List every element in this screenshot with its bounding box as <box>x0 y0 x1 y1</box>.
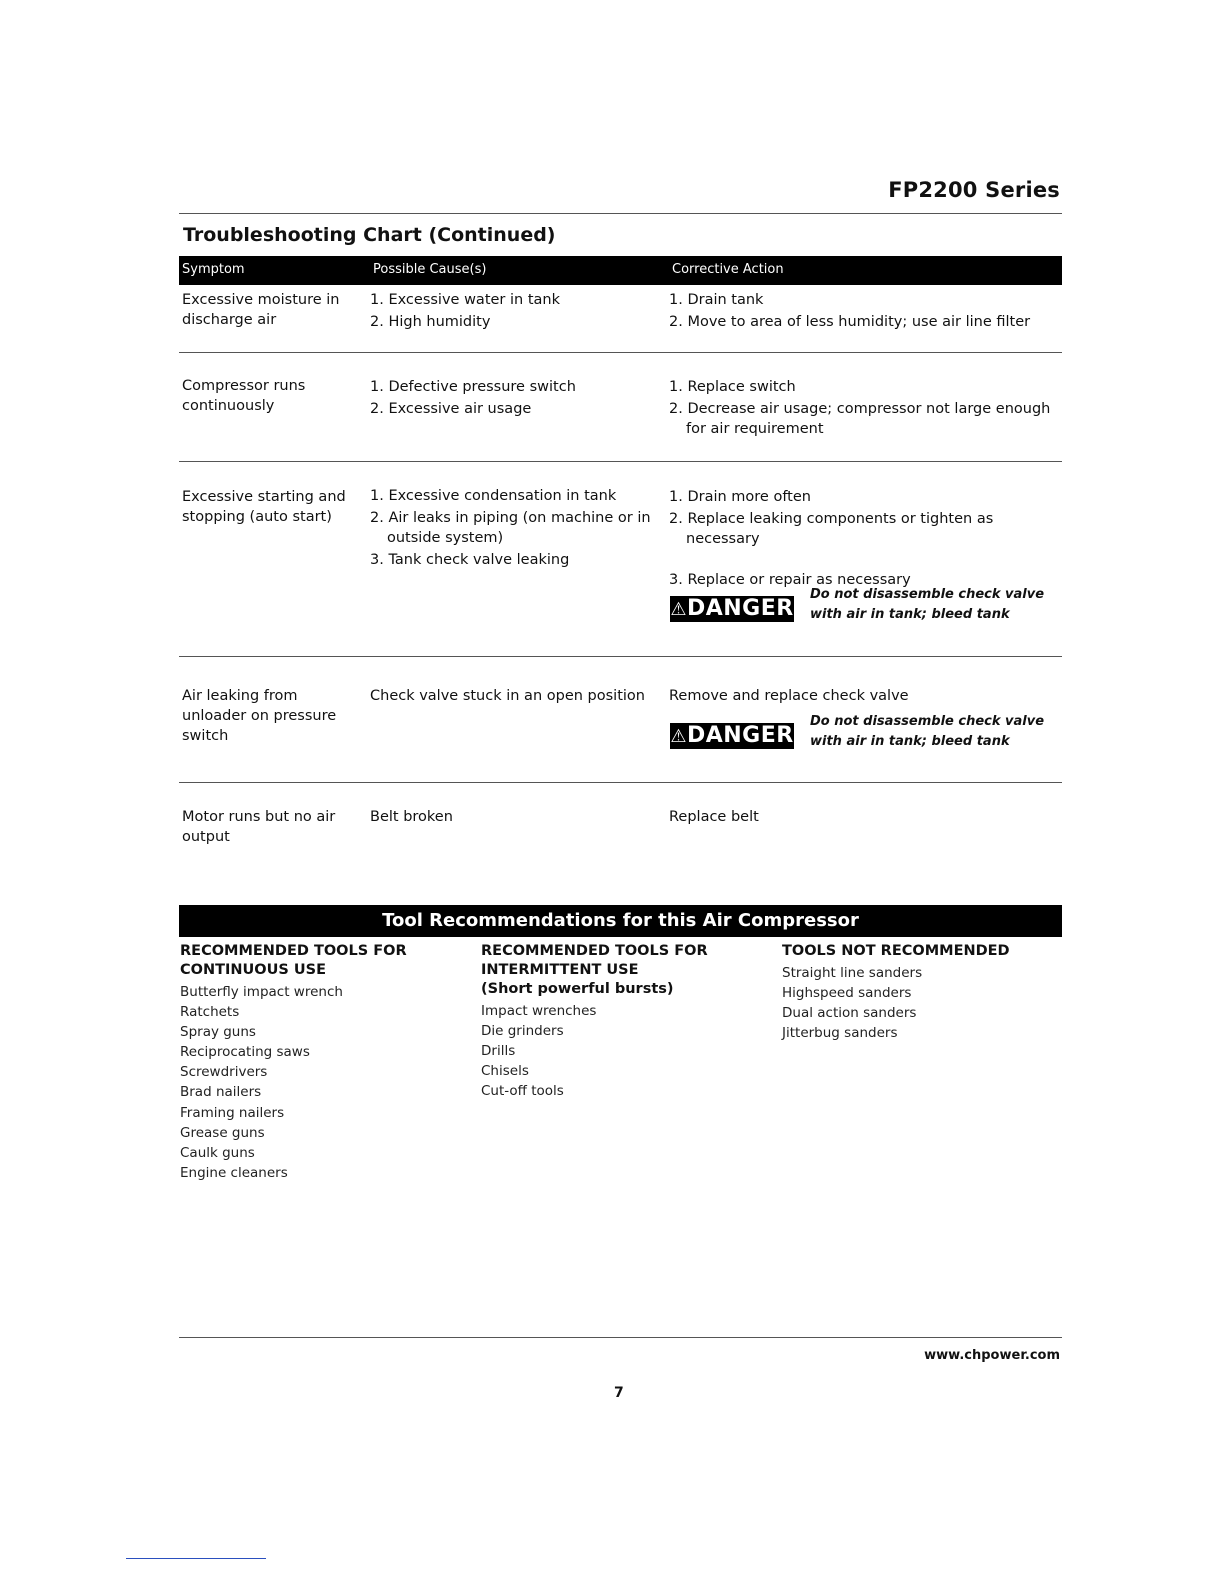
cause-item: Belt broken <box>370 809 453 825</box>
footer-divider <box>179 1337 1062 1338</box>
actions-list <box>669 487 1061 592</box>
tools-not-recommended-list <box>782 963 1062 1043</box>
cause-item: 2. Air leaks in piping (on machine or in outside system) <box>370 510 651 546</box>
cause-item: 2. High humidity <box>370 314 491 330</box>
tool-item: Impact wrenches <box>481 1003 597 1019</box>
tool-item: Grease guns <box>180 1124 265 1141</box>
row-divider <box>179 352 1062 353</box>
tools-continuous-heading: RECOMMENDED TOOLS FOR <box>180 943 407 959</box>
causes-list <box>370 807 655 829</box>
danger-badge: ⚠DANGER <box>670 596 794 621</box>
action-item: 2. Replace leaking components or tighten as necessary <box>669 511 994 547</box>
warning-triangle-icon: ⚠ <box>670 599 687 620</box>
row-divider <box>179 782 1062 783</box>
column-header-causes: Possible Cause(s) <box>373 262 487 277</box>
causes-list <box>370 377 650 421</box>
causes-list <box>370 686 655 708</box>
symptom-cell: Compressor runs continuously <box>182 378 306 414</box>
tool-item: Highspeed sanders <box>782 985 912 1002</box>
action-item: 1. Drain more often <box>669 489 811 505</box>
cause-item: 1. Excessive water in tank <box>370 292 560 308</box>
tools-not-recommended-heading: TOOLS NOT RECOMMENDED <box>782 943 1010 959</box>
tools-intermittent-list <box>481 1001 771 1101</box>
series-title: FP2200 Series <box>888 178 1060 202</box>
cause-item: 3. Tank check valve leaking <box>370 552 570 568</box>
tool-item: Dual action sanders <box>782 1005 917 1022</box>
tool-item: Die grinders <box>481 1023 564 1040</box>
causes-list <box>370 486 655 572</box>
cause-item: 1. Defective pressure switch <box>370 379 576 395</box>
danger-badge: ⚠DANGER <box>670 723 794 748</box>
symptom-cell: Excessive moisture in discharge air <box>182 292 340 328</box>
column-header-action: Corrective Action <box>672 262 784 277</box>
action-item: 1. Drain tank <box>669 292 764 308</box>
action-item: 2. Decrease air usage; compressor not large enough for air requirement <box>669 401 1051 437</box>
tools-continuous-heading: CONTINUOUS USE <box>180 962 327 978</box>
danger-note: Do not disassemble check valve with air in tank; bleed tank <box>810 587 1045 622</box>
header-divider <box>179 213 1062 214</box>
causes-list <box>370 290 650 334</box>
symptom-cell: Excessive starting and stopping (auto start) <box>182 489 346 525</box>
tool-item: Caulk guns <box>180 1144 255 1161</box>
symptom-cell: Air leaking from unloader on pressure switch <box>182 688 337 744</box>
tool-item: Jitterbug sanders <box>782 1025 898 1042</box>
tool-item: Engine cleaners <box>180 1164 288 1181</box>
tools-title-bar: Tool Recommendations for this Air Compressor <box>179 905 1062 937</box>
link-underline <box>126 1558 266 1559</box>
actions-list <box>669 290 1061 334</box>
action-item: Remove and replace check valve <box>669 688 909 704</box>
cause-item: 2. Excessive air usage <box>370 401 532 417</box>
tool-item: Brad nailers <box>180 1084 262 1101</box>
tools-intermittent-subheading: (Short powerful bursts) <box>481 981 674 997</box>
tool-item: Screwdrivers <box>180 1064 268 1081</box>
tool-item: Chisels <box>481 1063 529 1080</box>
tool-item: Ratchets <box>180 1004 240 1021</box>
tools-intermittent-heading: INTERMITTENT USE <box>481 962 639 978</box>
chart-title: Troubleshooting Chart (Continued) <box>183 224 556 246</box>
tool-item: Butterfly impact wrench <box>180 984 343 1000</box>
tool-item: Framing nailers <box>180 1104 285 1121</box>
danger-note: Do not disassemble check valve with air in tank; bleed tank <box>810 714 1045 749</box>
actions-list <box>669 686 1061 708</box>
cause-item: Check valve stuck in an open position <box>370 688 645 704</box>
tool-item: Drills <box>481 1043 516 1060</box>
actions-list <box>669 377 1061 441</box>
action-item: 2. Move to area of less humidity; use air line filter <box>669 314 1031 330</box>
website-url: www.chpower.com <box>924 1348 1060 1363</box>
column-header-symptom: Symptom <box>182 262 245 277</box>
tools-intermittent-column <box>481 942 771 1101</box>
tool-item: Reciprocating saws <box>180 1044 310 1061</box>
row-divider <box>179 461 1062 462</box>
tools-continuous-column <box>180 942 470 1183</box>
tools-not-recommended-column <box>782 942 1062 1043</box>
cause-item: 1. Excessive condensation in tank <box>370 488 617 504</box>
actions-list <box>669 807 1061 829</box>
tools-intermittent-heading: RECOMMENDED TOOLS FOR <box>481 943 708 959</box>
chart-header-row <box>179 256 1062 285</box>
action-item: 3. Replace or repair as necessary <box>669 572 911 588</box>
action-item: Replace belt <box>669 809 759 825</box>
symptom-cell: Motor runs but no air output <box>182 809 336 845</box>
tools-continuous-list <box>180 982 470 1183</box>
warning-triangle-icon: ⚠ <box>670 726 687 747</box>
page-number: 7 <box>614 1385 624 1401</box>
tool-item: Spray guns <box>180 1024 256 1041</box>
tool-item: Cut-off tools <box>481 1083 564 1100</box>
row-divider <box>179 656 1062 657</box>
tool-item: Straight line sanders <box>782 965 923 981</box>
action-item: 1. Replace switch <box>669 379 796 395</box>
